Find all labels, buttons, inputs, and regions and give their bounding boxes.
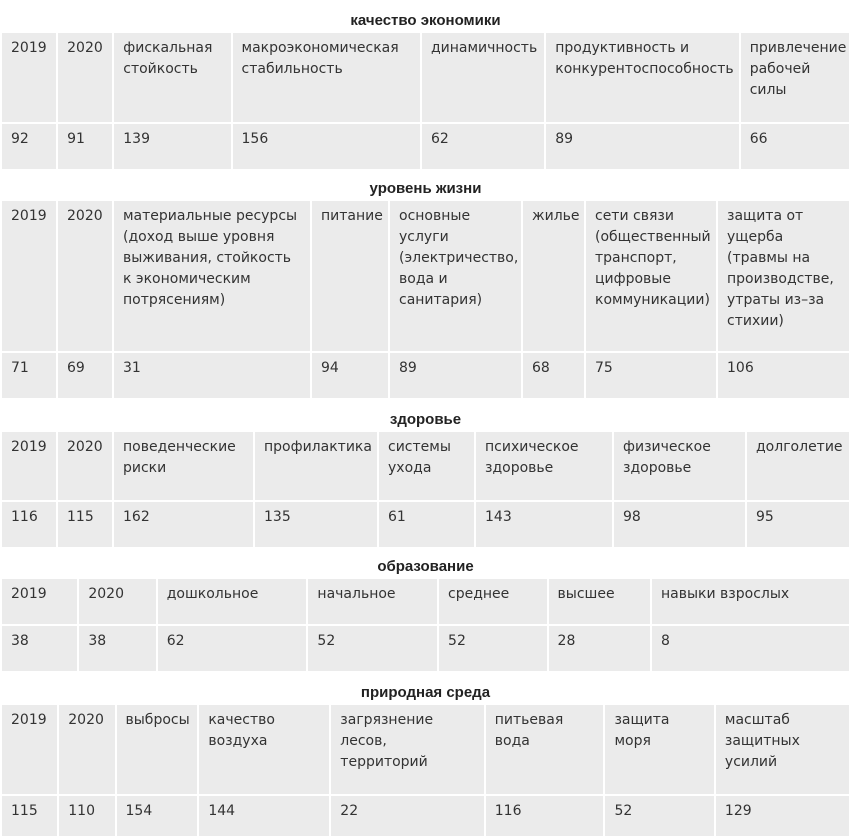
header-cell: высшее	[549, 579, 650, 624]
header-cell: дошкольное	[158, 579, 307, 624]
header-cell: макроэкономическая стабильность	[233, 33, 420, 122]
header-cell: 2019	[2, 33, 56, 122]
header-cell: привлечение рабочей силы	[741, 33, 849, 122]
header-cell: профилактика	[255, 432, 377, 500]
header-cell: 2020	[58, 432, 112, 500]
header-cell: защита моря	[605, 705, 713, 794]
table-header-row	[2, 579, 849, 624]
table-living-standard	[0, 199, 851, 400]
value-cell: 156	[233, 124, 420, 169]
header-cell: питьевая вода	[486, 705, 604, 794]
header-cell: 2019	[2, 579, 77, 624]
section-title-living-standard: уровень жизни	[369, 180, 482, 197]
header-cell: питание	[312, 201, 388, 351]
header-cell: выбросы	[117, 705, 198, 794]
table-row	[2, 353, 849, 398]
value-cell: 52	[308, 626, 437, 671]
header-cell: фискальная стойкость	[114, 33, 230, 122]
value-cell: 129	[716, 796, 849, 836]
value-cell: 8	[652, 626, 849, 671]
header-cell: 2020	[58, 33, 112, 122]
value-cell: 116	[486, 796, 604, 836]
table-header-row	[2, 432, 849, 500]
header-cell: физическое здоровье	[614, 432, 745, 500]
table-row	[2, 796, 849, 836]
value-cell: 135	[255, 502, 377, 547]
table-row	[2, 124, 849, 169]
header-cell: 2020	[79, 579, 155, 624]
value-cell: 92	[2, 124, 56, 169]
value-cell: 52	[605, 796, 713, 836]
value-cell: 115	[58, 502, 112, 547]
section-title-education: образование	[377, 558, 474, 575]
value-cell: 115	[2, 796, 57, 836]
header-cell: 2019	[2, 201, 56, 351]
table-health	[0, 430, 851, 549]
value-cell: 89	[390, 353, 521, 398]
header-cell: основные услуги (электричество, вода и санитария)	[390, 201, 521, 351]
value-cell: 22	[331, 796, 483, 836]
header-cell: среднее	[439, 579, 547, 624]
header-cell: сети связи (общественный транспорт, цифровые коммуникации)	[586, 201, 716, 351]
value-cell: 95	[747, 502, 849, 547]
value-cell: 52	[439, 626, 547, 671]
value-cell: 62	[158, 626, 307, 671]
table-environment	[0, 703, 851, 838]
value-cell: 162	[114, 502, 253, 547]
value-cell: 89	[546, 124, 738, 169]
value-cell: 38	[2, 626, 77, 671]
header-cell: динамичность	[422, 33, 544, 122]
value-cell: 154	[117, 796, 198, 836]
table-header-row	[2, 201, 849, 351]
header-cell: поведенческие риски	[114, 432, 253, 500]
value-cell: 38	[79, 626, 155, 671]
table-row	[2, 626, 849, 671]
value-cell: 98	[614, 502, 745, 547]
header-cell: жилье	[523, 201, 584, 351]
header-cell: защита от ущерба (травмы на производстве, утраты из–за стихии)	[718, 201, 849, 351]
table-header-row	[2, 33, 849, 122]
header-cell: 2020	[59, 705, 114, 794]
value-cell: 68	[523, 353, 584, 398]
table-header-row	[2, 705, 849, 794]
value-cell: 91	[58, 124, 112, 169]
header-cell: масштаб защитных усилий	[716, 705, 849, 794]
value-cell: 62	[422, 124, 544, 169]
header-cell: продуктивность и конкурентоспособность	[546, 33, 738, 122]
header-cell: 2019	[2, 705, 57, 794]
header-cell: начальное	[308, 579, 437, 624]
table-row	[2, 502, 849, 547]
value-cell: 28	[549, 626, 650, 671]
value-cell: 110	[59, 796, 114, 836]
header-cell: материальные ресурсы (доход выше уровня выживания, стойкость к экономическим потрясениям)	[114, 201, 310, 351]
section-title-health: здоровье	[389, 411, 462, 428]
value-cell: 71	[2, 353, 56, 398]
value-cell: 143	[476, 502, 612, 547]
header-cell: загрязнение лесов, территорий	[331, 705, 483, 794]
table-economy	[0, 31, 851, 171]
value-cell: 116	[2, 502, 56, 547]
header-cell: навыки взрослых	[652, 579, 849, 624]
value-cell: 31	[114, 353, 310, 398]
section-title-economy: качество экономики	[350, 12, 501, 29]
value-cell: 66	[741, 124, 849, 169]
value-cell: 139	[114, 124, 230, 169]
value-cell: 61	[379, 502, 474, 547]
header-cell: 2019	[2, 432, 56, 500]
header-cell: системы ухода	[379, 432, 474, 500]
section-title-environment: природная среда	[360, 684, 491, 701]
header-cell: 2020	[58, 201, 112, 351]
header-cell: качество воздуха	[199, 705, 329, 794]
value-cell: 94	[312, 353, 388, 398]
header-cell: долголетие	[747, 432, 849, 500]
table-education	[0, 577, 851, 673]
header-cell: психическое здоровье	[476, 432, 612, 500]
value-cell: 75	[586, 353, 716, 398]
value-cell: 106	[718, 353, 849, 398]
value-cell: 69	[58, 353, 112, 398]
value-cell: 144	[199, 796, 329, 836]
